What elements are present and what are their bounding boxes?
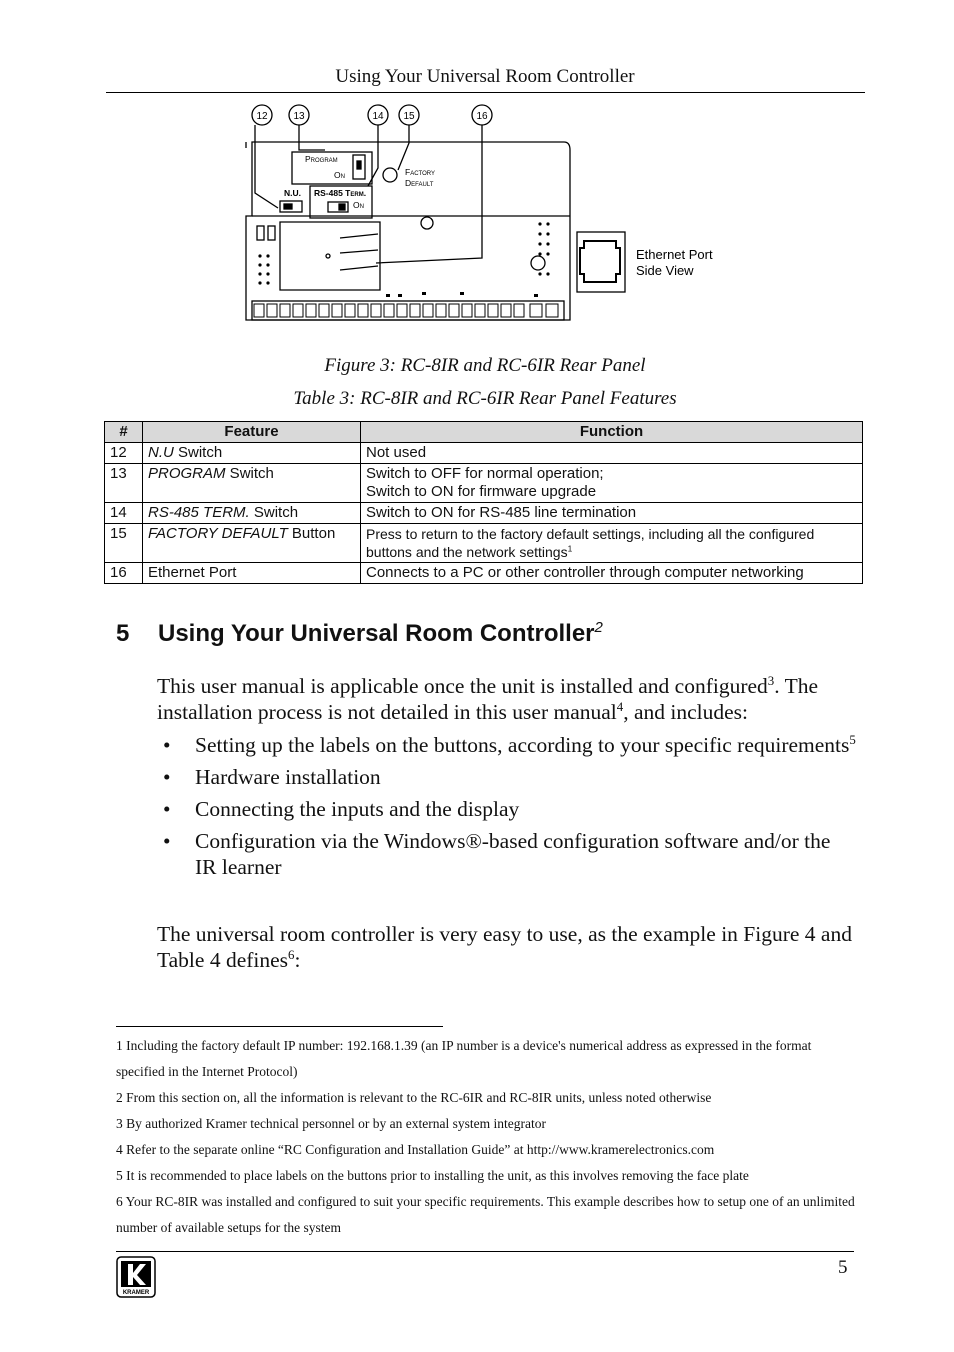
header-feature: Feature xyxy=(143,422,361,443)
page-number: 5 xyxy=(838,1257,848,1278)
row-function: Connects to a PC or other controller through computer networking xyxy=(361,563,863,584)
footnote-rule xyxy=(116,1026,443,1027)
row-function: Switch to ON for RS-485 line termination xyxy=(361,503,863,524)
row-num: 14 xyxy=(105,503,143,524)
label-program: Program xyxy=(305,154,338,164)
callout-13: 13 xyxy=(293,111,305,122)
row-num: 15 xyxy=(105,524,143,563)
table-row xyxy=(105,443,863,464)
ethernet-label-line1: Ethernet Port xyxy=(636,247,713,262)
header-rule xyxy=(106,92,865,93)
row-num: 16 xyxy=(105,563,143,584)
list-item: • Hardware installation xyxy=(163,765,381,789)
leader-12 xyxy=(255,125,278,208)
table-header-row xyxy=(105,422,863,443)
row-function: Not used xyxy=(361,443,863,464)
ethernet-label-line2: Side View xyxy=(636,263,694,278)
leader-13 xyxy=(299,125,325,150)
label-on: On xyxy=(334,170,345,180)
bullet-list xyxy=(157,732,857,886)
row-feature: RS-485 TERM. Switch xyxy=(143,503,361,524)
footnote-1: 1 Including the factory default IP number: 192.168.1.39 (an IP number is a device's numerical address as expressed in the format specified in the Internet Protocol) xyxy=(116,1038,812,1079)
label-rs485-term: RS-485 Term. xyxy=(314,188,367,198)
table-caption: Table 3: RC-8IR and RC-6IR Rear Panel Features xyxy=(293,388,677,409)
factory-default-button xyxy=(383,168,397,182)
leader-15 xyxy=(398,125,409,170)
callout-12: 12 xyxy=(256,111,268,122)
callout-14: 14 xyxy=(372,111,384,122)
table-row xyxy=(105,503,863,524)
footnote-5: 5 It is recommended to place labels on the buttons prior to installing the unit, as this involves removing the face plate xyxy=(116,1168,749,1183)
features-table xyxy=(104,421,863,584)
label-default: Default xyxy=(405,178,434,188)
kramer-logo xyxy=(116,1256,156,1298)
row-function: Press to return to the factory default settings, including all the configured buttons and the network settings$^1$ xyxy=(361,524,863,563)
table-row xyxy=(105,524,863,563)
list-item: • Connecting the inputs and the display xyxy=(163,797,520,821)
label-nu: N.U. xyxy=(284,188,301,198)
table-row xyxy=(105,563,863,584)
row-feature: PROGRAM Switch xyxy=(143,464,361,503)
list-item: • Setting up the labels on the buttons, according to your specific requirements$^5$ xyxy=(163,732,856,757)
row-feature: FACTORY DEFAULT Button xyxy=(143,524,361,563)
footnote-4: 4 Refer to the separate online “RC Configuration and Installation Guide” at http://www.kramerelectronics.com xyxy=(116,1142,715,1157)
section-heading: 5 Using Your Universal Room Controller$^2$ xyxy=(116,619,603,647)
label-factory: Factory xyxy=(405,167,435,177)
row-num: 12 xyxy=(105,443,143,464)
figure-caption: Figure 3: RC-8IR and RC-6IR Rear Panel xyxy=(324,355,646,376)
row-num: 13 xyxy=(105,464,143,503)
list-item: • Configuration via the Windows®-based configuration software and/or the IR learner xyxy=(163,829,831,879)
footnote-6: 6 Your RC-8IR was installed and configured to suit your specific requirements. This example describes how to setup one of an unlimited number of available setups for the system xyxy=(116,1194,855,1235)
closing-paragraph: The universal room controller is very easy to use, as the example in Figure 4 and Table 4 defines$^6$: xyxy=(157,922,852,972)
label-on-2: On xyxy=(353,200,364,210)
leader-16 xyxy=(376,125,482,263)
row-function: Switch to OFF for normal operation; Switch to ON for firmware upgrade xyxy=(361,464,863,503)
row-feature: Ethernet Port xyxy=(143,563,361,584)
footnotes xyxy=(116,1033,856,1241)
callout-16: 16 xyxy=(476,111,488,122)
row-feature: N.U Switch xyxy=(143,443,361,464)
running-header: Using Your Universal Room Controller xyxy=(335,66,635,87)
table-row xyxy=(105,464,863,503)
callout-15: 15 xyxy=(403,111,415,122)
header-num: # xyxy=(105,422,143,443)
leader-14 xyxy=(368,125,378,186)
footnote-2: 2 From this section on, all the information is relevant to the RC-6IR and RC-8IR units, unless noted otherwise xyxy=(116,1090,712,1105)
rear-panel-figure xyxy=(240,98,720,350)
footnote-3: 3 By authorized Kramer technical personnel or by an external system integrator xyxy=(116,1116,546,1131)
kramer-logo-text: KRAMER xyxy=(122,1290,150,1296)
header-function: Function xyxy=(361,422,863,443)
intro-paragraph: This user manual is applicable once the unit is installed and configured$^3$. The installation process is not detailed in this user manual$^4$, and includes: xyxy=(157,673,819,724)
footer-rule xyxy=(116,1251,854,1252)
